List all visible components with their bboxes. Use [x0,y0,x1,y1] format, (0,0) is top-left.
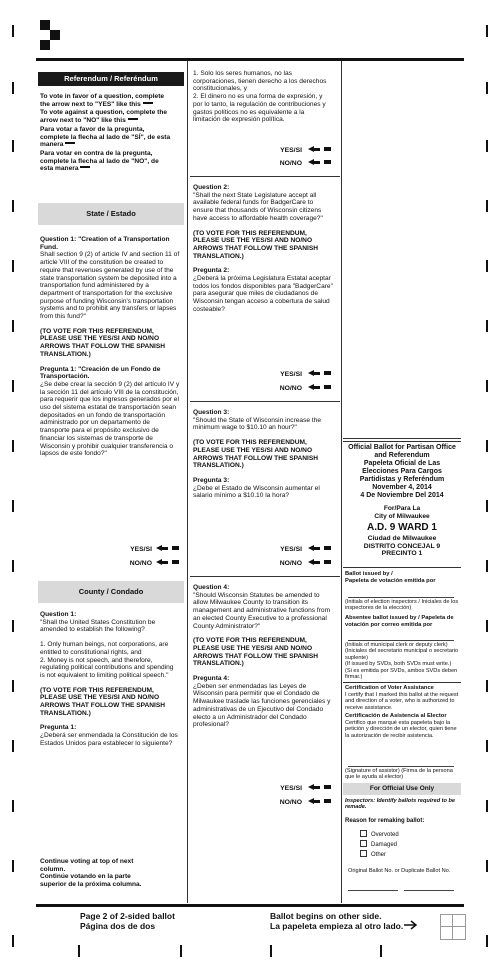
question-body: "Should the State of Wisconsin increase the minimum wage to $10.10 an hour?" [193,416,322,432]
timing-mark [486,740,488,752]
section-divider [343,682,461,683]
yes-arrow[interactable] [308,545,331,551]
question-body: Shall section 9 (2) of article IV and section 11 of article VIII of the constitution be created to require that revenues generated by use of the state transportation system be deposited into a transportation fund administered by a department of transportation for the exclusive purpose of funding Wisconsin's transportation systems and to prohibit any transfers or lapses from this fund?" [40,251,180,321]
arrow-example-icon [65,142,75,144]
timing-mark [486,620,488,632]
no-label: NO/NO [279,799,302,806]
top-rule [36,58,464,61]
no-label: NO/NO [129,560,152,567]
no-arrow[interactable] [308,559,331,565]
question-body-es: ¿Debe el Estado de Wisconsin aumentar el salario mínimo a $10.10 la hora? [193,484,320,500]
continue-note: Continue voting at top of next column. Continúe votando en la parte superior de la próxima columna. [40,858,142,889]
timing-mark [12,860,14,872]
question-title: Question 4: [193,584,230,591]
signature-note: (Signature of assistor) (Firma de la persona que le ayuda al elector) [345,768,453,781]
checkbox-icon[interactable] [360,840,367,847]
timing-mark [270,945,272,957]
question-title: Question 1: [40,611,77,618]
ballot-jurisdiction: For/Para La City of Milwaukee [374,505,430,520]
timing-mark [12,740,14,752]
question-body-es: ¿Deberá la próxima Legislatura Estatal aceptar todos los fondos disponibles para "BadgerCare" para asegurar que miles de ciudadanos de Wisconsin tengan acceso a cobertura de salud costeable? [193,275,333,313]
yes-arrow[interactable] [308,146,331,152]
question-body: "Shall the United States Constitution be amended to establish the following? [40,618,156,634]
yes-arrow[interactable] [308,370,331,376]
timing-mark [486,860,488,872]
duplicate-ballot-line[interactable] [404,890,454,891]
arrow-example-icon [128,118,138,120]
timing-mark [486,800,488,812]
cert-body: I certify that I marked this ballot at the request and direction of a voter, who is authorized to receive assistance. [345,692,459,711]
voting-instructions [40,93,172,173]
timing-mark [486,200,488,212]
spanish-note: (TO VOTE FOR THIS REFERENDUM, PLEASE USE THE YES/SI AND NO/NO ARROWS THAT FOLLOW THE SPANISH TRANSLATION.) [40,686,166,717]
yes-label: YES/SI [280,147,302,154]
cert-title-es: Certificación de Asistencia al Elector [345,713,447,719]
timing-mark [486,140,488,152]
timing-mark [12,140,14,152]
question-title: Question 2: [193,184,230,191]
checkbox-icon[interactable] [360,850,367,857]
initials-note: (Initials of election inspectors / Iniciales de los inspectores de la elección) [345,599,459,612]
timing-mark [78,945,80,957]
timing-mark [12,800,14,812]
signature-line[interactable] [348,766,454,767]
question-body-es: ¿Se debe crear la sección 9 (2) del artículo IV y la sección 11 del artículo VIII de la constitución, para requerir que los ingresos generados por el uso del sistema estatal de transportación sean depositados en un fondo de transportación administrado por un departamento de transporte para el propósito exclusivo de financiar los sistemas de transporte de Wisconsin y prohibir cualquier transferencia o lapsos de este fondo?" [40,380,180,458]
cert-body-es: Certifico que marqué esta papeleta bajo la petición y dirección de un elector, quien tiene la autorización de recibir asistencia. [345,720,457,739]
issued-by-line[interactable] [348,597,454,598]
timing-mark [486,380,488,392]
yes-arrow[interactable] [156,545,179,551]
absentee-line[interactable] [348,640,454,641]
instruction-yes-en: To vote in favor of a question, complete the arrow next to "YES" like this [40,93,165,108]
timing-mark [486,260,488,272]
spanish-note: (TO VOTE FOR THIS REFERENDUM, PLEASE USE THE YES/SI AND NO/NO ARROWS THAT FOLLOW THE SPANISH TRANSLATION.) [193,439,319,470]
arrow-example-icon [143,102,153,104]
section-divider [190,401,340,402]
no-arrow[interactable] [308,384,331,390]
timing-mark [486,25,488,37]
remake-option[interactable]: Other [360,850,450,860]
question-body-es: ¿Deberá ser enmendada la Constitución de los Estados Unidos para establecer lo siguiente? [40,732,178,747]
timing-mark [486,560,488,572]
corner-mark [440,926,466,927]
section-divider [190,176,340,177]
corner-mark [452,914,453,940]
timing-mark [12,25,14,37]
county-question-1 [40,611,180,755]
question-body: "Shall the next State Legislature accept all available federal funds for BadgerCare to ensure that thousands of Wisconsin citizens have access to affordable health coverage?" [193,191,323,222]
section-divider [190,576,340,577]
timing-mark [12,320,14,332]
yes-arrow[interactable] [308,784,331,790]
county-header: County / Condado [38,581,184,603]
timing-mark [180,945,182,957]
timing-mark [486,82,488,94]
no-label: NO/NO [279,160,302,167]
page-indicator: Page 2 of 2-sided ballot Página dos de dos [80,911,175,931]
no-arrow[interactable] [308,798,331,804]
section-divider [343,438,461,439]
ward-number: A.D. 9 WARD 1 [366,522,437,533]
timing-mark [486,440,488,452]
timing-mark [12,680,14,692]
state-question-1 [40,236,180,465]
question-points: 1. Only human beings, not corporations, are entitled to constitutional rights, and 2. Money is not speech, and therefore, regulating political contributions and spending is not equivalent to limiting political speech." [40,641,174,679]
checkbox-icon[interactable] [360,830,367,837]
original-ballot-no: Original Ballot No. or Duplicate Ballot No. [348,868,451,874]
spanish-note: (TO VOTE FOR THIS REFERENDUM, PLEASE USE THE YES/SI AND NO/NO ARROWS THAT FOLLOW THE SPANISH TRANSLATION.) [193,637,319,668]
absentee-label: Absentee ballot issued by / Papeleta de votación por correo emitida por [345,615,454,628]
issued-by-label: Ballot issued by / Papeleta de votación emitida por [345,571,436,584]
question-title-es: Pregunta 4: [193,675,230,683]
yes-label: YES/SI [130,546,152,553]
question-title-es: Pregunta 3: [193,476,230,484]
timing-mark [12,82,14,94]
timing-mark [12,260,14,272]
timing-mark [40,20,50,30]
no-label: NO/NO [279,560,302,567]
county-question-2 [193,184,333,321]
spanish-note: (TO VOTE FOR THIS REFERENDUM, PLEASE USE THE YES/SI AND NO/NO ARROWS THAT FOLLOW THE SPANISH TRANSLATION.) [40,327,166,358]
ballot-district: Ciudad de Milwaukee DISTRITO CONCEJAL 9 PRECINTO 1 [363,535,441,558]
ballot-title: Official Ballot for Partisan Office and Referendum Papeleta Oficial de Las Elecciones Para Cargos Partidistas y Referéndum November 4, 2014 4 De Noviembre Del 2014 [348,444,456,499]
official-use-header: For Official Use Only [343,783,461,795]
timing-mark [486,320,488,332]
county-question-4 [193,584,333,736]
column-divider [187,61,188,903]
no-arrow[interactable] [156,559,179,565]
timing-mark [12,560,14,572]
timing-mark [380,945,382,957]
remake-title: Reason for remaking ballot: [345,818,425,824]
instruction-yes-es: Para votar a favor de la pregunta, complete la flecha al lado de "SÍ", de esta manera [40,125,171,149]
inspectors-note: Inspectors: Identify ballots required to be remade. [345,798,456,811]
question-title: Question 3: [193,409,230,416]
bottom-rule [36,904,464,907]
timing-mark [40,40,50,50]
yes-label: YES/SI [280,785,302,792]
referendum-header: Referendum / Referéndum [38,72,184,86]
instruction-no-en: To vote against a question, complete the arrow next to "NO" like this [40,109,168,125]
county-question-1-cont [193,70,333,131]
question-title: Question 1: "Creation of a Transportation Fund. [40,236,170,251]
yes-label: YES/SI [280,371,302,378]
initials-note-2: (Initials of municipal clerk or deputy clerk) (Iniciales del secretario municipal o secretario suplente) (If issued by SVDs, both SVDs must write.) (Si es emitida por SVDs, ambos SVDs deben firmar.) [345,642,459,681]
timing-mark [12,620,14,632]
section-divider [343,441,461,442]
timing-mark [12,500,14,512]
question-title-es: Pregunta 1: [40,724,77,732]
yes-label: YES/SI [280,546,302,553]
instruction-no-es: Para votar en contra de la pregunta, complete la flecha al lado de "NO", de esta manera [40,149,159,173]
timing-mark [50,30,60,40]
cert-title: Certification of Voter Assistance [345,685,434,691]
question-body-es: ¿Deben ser enmendadas las Leyes de Wisconsin para permitir que el Condado de Milwaukee traslade las funciones gerenciales y administrativas de un Ejecutivo del Condado electo a un Administrador del Condado profesional? [193,682,331,729]
remake-option[interactable]: Overvoted [360,830,450,840]
timing-mark [486,680,488,692]
column-divider [341,61,342,903]
timing-mark [12,935,14,947]
no-arrow[interactable] [308,159,331,165]
spanish-note: (TO VOTE FOR THIS REFERENDUM, PLEASE USE THE YES/SI AND NO/NO ARROWS THAT FOLLOW THE SPANISH TRANSLATION.) [193,229,319,260]
county-question-3 [193,409,333,507]
timing-mark [12,380,14,392]
timing-mark [486,500,488,512]
original-ballot-line[interactable] [348,890,398,891]
arrow-right-icon [404,920,418,930]
remake-option[interactable]: Damaged [360,840,450,850]
arrow-example-icon [80,166,90,168]
corner-mark [440,914,466,940]
no-label: NO/NO [279,385,302,392]
ballot-begins-note: Ballot begins on other side. La papeleta empieza al otro lado. [270,911,404,931]
timing-mark [12,200,14,212]
question-title-es: Pregunta 2: [193,267,230,275]
question-body: "Should Wisconsin Statutes be amended to allow Milwaukee County to transition its management and administrative functions from an elected County Executive to a professional County Administrator?" [193,591,331,630]
timing-mark [486,935,488,947]
question-points-es: 1. Solo los seres humanos, no las corporaciones, tienen derecho a los derechos constitucionales, y 2. El dinero no es una forma de expresión, y por lo tanto, la regulación de contribuciones y gastos políticos no es equivalente a la limitación de expresión política. [193,70,327,124]
remake-options [360,830,450,860]
question-title-es: Pregunta 1: "Creación de un Fondo de Transportación. [40,365,161,381]
section-divider [343,567,461,568]
timing-mark [12,440,14,452]
state-header: State / Estado [38,203,184,225]
